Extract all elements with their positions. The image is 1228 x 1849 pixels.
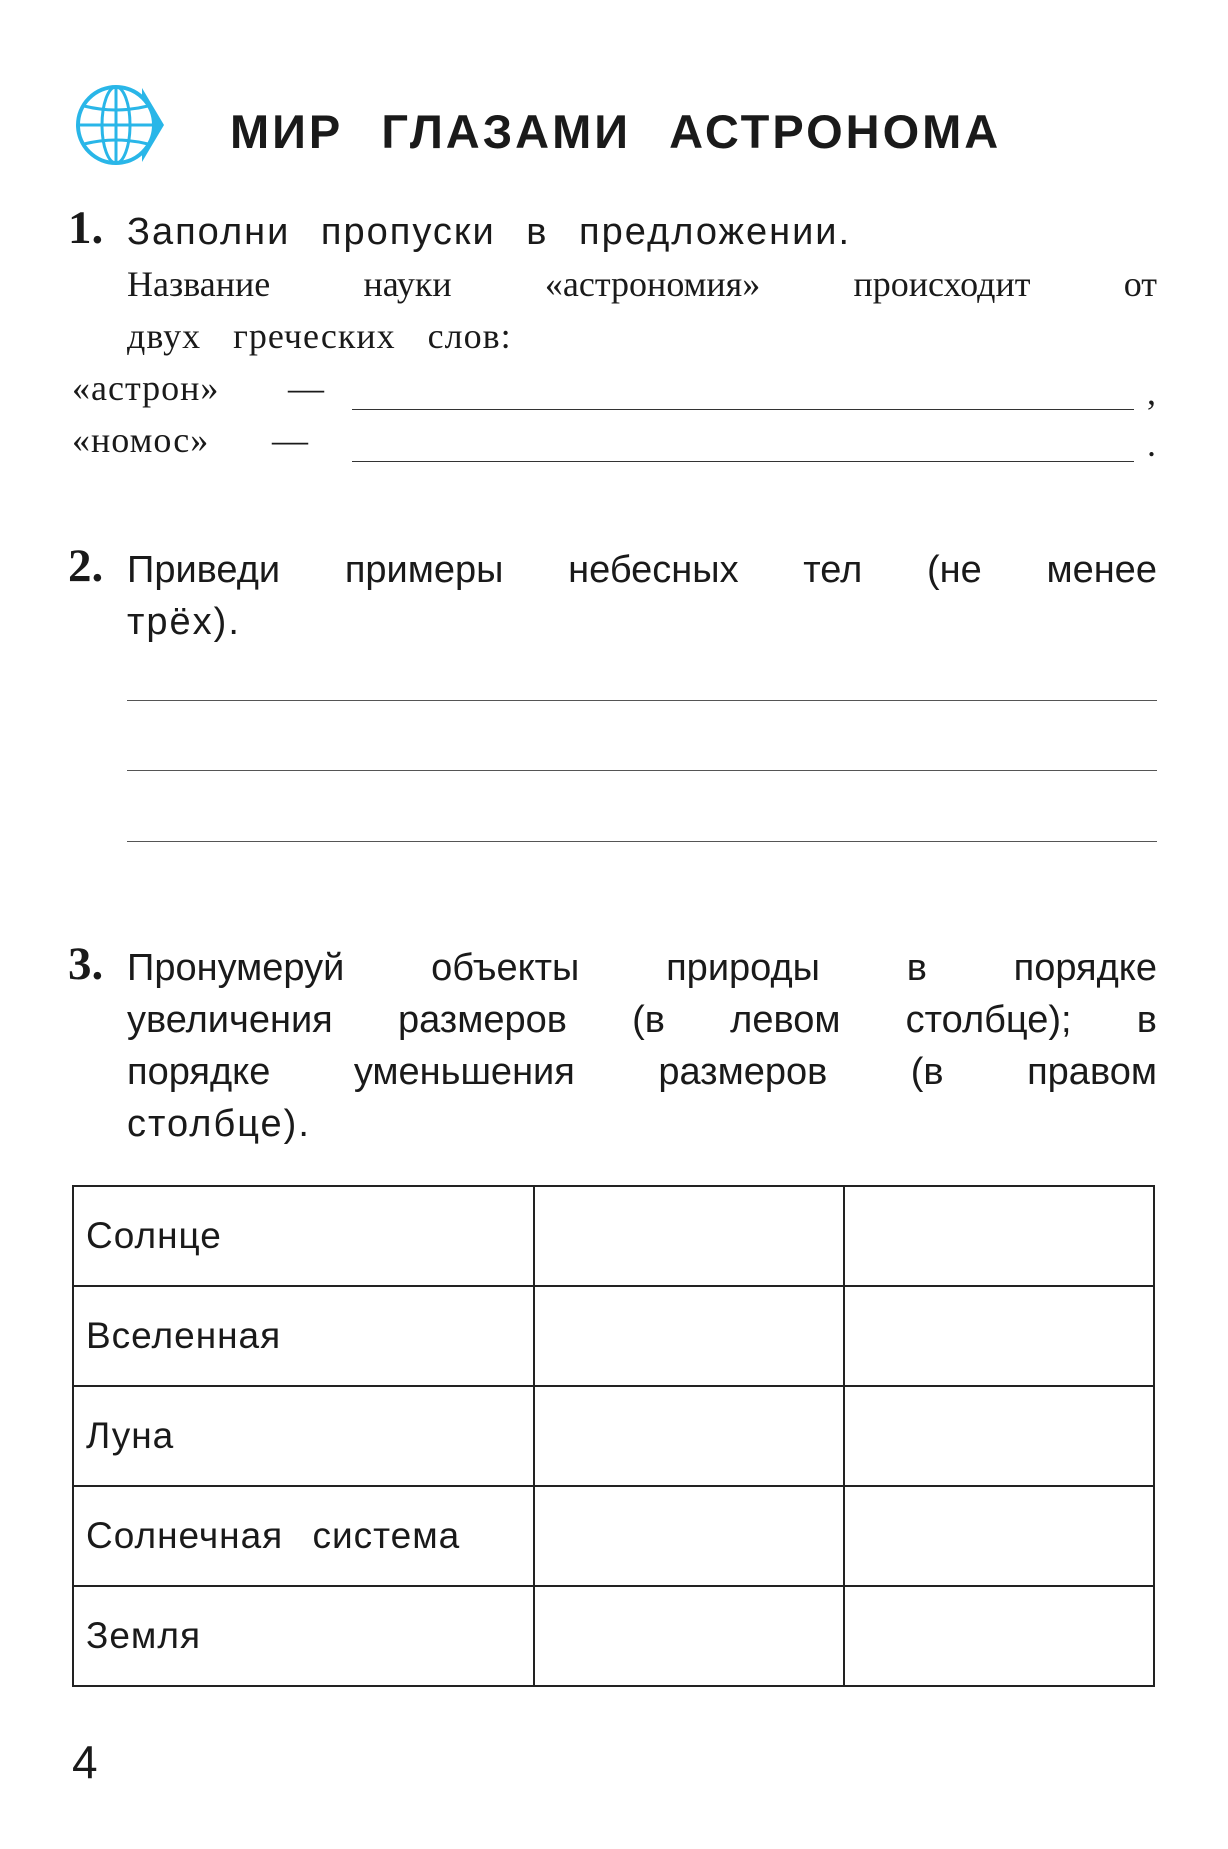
page-number: 4	[72, 1736, 98, 1788]
word: объекты	[431, 947, 580, 989]
word: размеров	[658, 1051, 828, 1093]
task-2-answer-line-2[interactable]	[127, 770, 1157, 771]
increasing-order-cell[interactable]	[534, 1386, 844, 1486]
task-1-sentence-line-1	[127, 258, 1157, 310]
word: Приведи	[127, 549, 281, 591]
globe-arrow-icon	[72, 80, 182, 170]
word: от	[1123, 264, 1157, 304]
object-name: Солнце	[73, 1186, 534, 1286]
nomos-punctuation: .	[1147, 424, 1156, 464]
word: порядке	[127, 1051, 271, 1093]
table-row	[73, 1386, 1154, 1486]
word: Название	[127, 264, 271, 304]
increasing-order-cell[interactable]	[534, 1186, 844, 1286]
word: тел	[803, 549, 863, 591]
object-name: Земля	[73, 1586, 534, 1686]
decreasing-order-cell[interactable]	[844, 1486, 1154, 1586]
task-2-answer-line-3[interactable]	[127, 841, 1157, 842]
task-3-instruction-line-4: столбце).	[127, 1103, 311, 1145]
word: менее	[1046, 549, 1157, 591]
word: левом	[730, 999, 841, 1041]
word: уменьшения	[353, 1051, 575, 1093]
task-1-number: 1.	[68, 202, 104, 254]
astron-punctuation: ,	[1147, 372, 1156, 412]
task-1-instruction: Заполни пропуски в предложении.	[127, 211, 852, 253]
table-row	[73, 1286, 1154, 1386]
object-name: Луна	[73, 1386, 534, 1486]
word: порядке	[1013, 947, 1157, 989]
task-2-instruction-line-2: трёх).	[127, 601, 241, 643]
word: природы	[666, 947, 820, 989]
word: небесных	[568, 549, 739, 591]
object-name: Вселенная	[73, 1286, 534, 1386]
decreasing-order-cell[interactable]	[844, 1186, 1154, 1286]
task-3-number: 3.	[68, 938, 104, 990]
task-2-number: 2.	[68, 540, 104, 592]
word-nomos-term: «номос»	[72, 420, 210, 460]
word: в	[1136, 999, 1157, 1041]
word: науки	[363, 264, 452, 304]
word: (не	[926, 549, 982, 591]
table-row	[73, 1186, 1154, 1286]
word: размеров	[397, 999, 567, 1041]
objects-table	[72, 1185, 1155, 1687]
word: примеры	[344, 549, 504, 591]
page-title: МИР ГЛАЗАМИ АСТРОНОМА	[230, 105, 1002, 158]
task-1-sentence-line-2: двух греческих слов:	[127, 316, 512, 356]
decreasing-order-cell[interactable]	[844, 1386, 1154, 1486]
word: Пронумеруй	[127, 947, 345, 989]
astron-answer-line[interactable]	[352, 409, 1134, 410]
table-row	[73, 1586, 1154, 1686]
word: (в	[910, 1051, 944, 1093]
object-name: Солнечная система	[73, 1486, 534, 1586]
task-2-answer-line-1[interactable]	[127, 700, 1157, 701]
decreasing-order-cell[interactable]	[844, 1286, 1154, 1386]
word: «астрономия»	[544, 264, 761, 304]
word: происходит	[853, 264, 1031, 304]
word-astron-term: «астрон»	[72, 368, 220, 408]
table-row	[73, 1486, 1154, 1586]
task-3-instruction-line-1	[127, 942, 1157, 994]
word: увеличения	[127, 999, 333, 1041]
word-astron-dash: —	[288, 368, 324, 408]
nomos-answer-line[interactable]	[352, 461, 1134, 462]
decreasing-order-cell[interactable]	[844, 1586, 1154, 1686]
increasing-order-cell[interactable]	[534, 1286, 844, 1386]
word: правом	[1027, 1051, 1157, 1093]
task-3-instruction-line-3	[127, 1046, 1157, 1098]
task-2-instruction-line-1	[127, 544, 1157, 596]
word: (в	[632, 999, 665, 1041]
task-3-instruction-line-2	[127, 994, 1157, 1046]
word: в	[906, 947, 927, 989]
increasing-order-cell[interactable]	[534, 1586, 844, 1686]
increasing-order-cell[interactable]	[534, 1486, 844, 1586]
word: столбце);	[905, 999, 1072, 1041]
word-nomos-dash: —	[272, 420, 308, 460]
